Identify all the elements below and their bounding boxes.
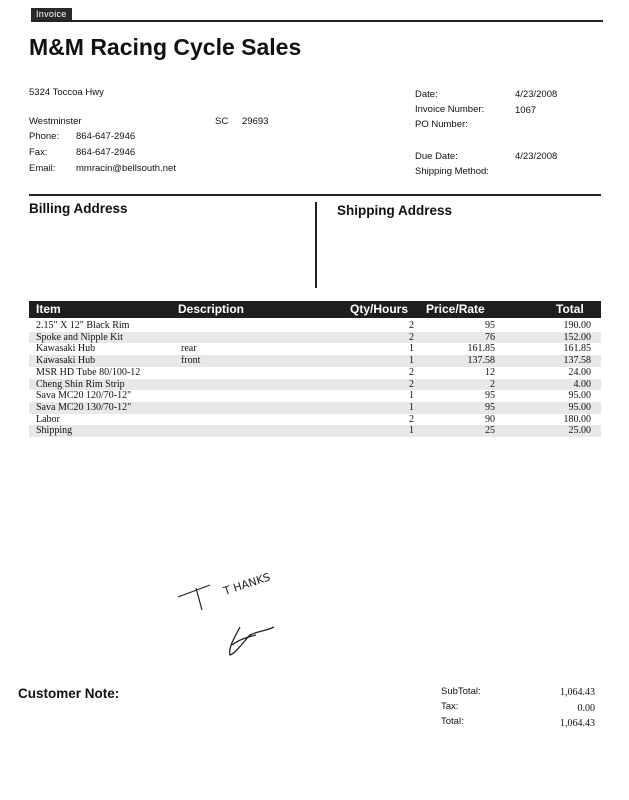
cell-qty: 2 [409,320,414,331]
cell-total: 25.00 [568,425,591,437]
cell-item: 2.15" X 12" Black Rim [36,320,130,331]
table-row [29,320,601,332]
items-table-header [29,301,601,318]
cell-price: 76 [485,331,495,343]
cell-qty: 1 [409,425,414,437]
company-name: M&M Racing Cycle Sales [29,34,302,60]
invoice-number-label: Invoice Number: [415,104,485,115]
date-label: Date: [415,89,438,100]
seller-state: SC [215,116,229,127]
phone-value: 864-647-2946 [76,131,136,142]
header-total: Total [556,302,584,316]
seller-address: 5324 Toccoa Hwy [29,87,104,98]
cell-item: Sava MC20 130/70-12" [36,401,132,413]
total-label: Total: [441,716,464,727]
cell-price: 161.85 [467,343,495,355]
cell-total: 137.58 [563,355,591,367]
cell-price: 25 [485,425,495,437]
cell-price: 12 [485,366,495,378]
cell-item: Labor [36,413,60,425]
tax-value: 0.00 [577,703,595,714]
cell-total: 152.00 [563,331,591,343]
cell-total: 4.00 [573,378,591,390]
cell-item: Cheng Shin Rim Strip [36,378,125,390]
cell-item: MSR HD Tube 80/100-12 [36,366,141,378]
cell-total: 95.00 [568,390,591,402]
billing-address-title: Billing Address [29,201,128,216]
cell-description: front [181,355,201,367]
table-row [29,332,601,344]
cell-total: 161.85 [563,343,591,355]
cell-qty: 1 [409,401,414,413]
due-date-label: Due Date: [415,151,458,162]
cell-qty: 1 [409,390,414,402]
cell-item: Kawasaki Hub [36,343,96,355]
table-row [29,390,601,402]
address-vertical-divider [315,202,317,288]
table-row [29,367,601,379]
po-number-label: PO Number: [415,119,468,130]
cell-item: Kawasaki Hub [36,355,96,367]
seller-city: Westminster [29,116,82,127]
cell-total: 24.00 [568,366,591,378]
cell-total: 95.00 [568,401,591,413]
table-row [29,379,601,391]
cell-total: 180.00 [563,413,591,425]
cell-price: 90 [485,413,495,425]
total-value: 1,064.43 [560,718,595,729]
table-row [29,355,601,367]
subtotal-label: SubTotal: [441,686,481,697]
cell-item: Spoke and Nipple Kit [36,331,123,343]
cell-qty: 1 [409,343,414,355]
handwritten-thanks-signature [170,555,310,665]
cell-description: rear [181,343,197,355]
cell-qty: 2 [409,366,414,378]
phone-label: Phone: [29,131,60,142]
header-item: Item [36,302,61,316]
fax-label: Fax: [29,147,48,158]
tax-label: Tax: [441,701,459,712]
cell-price: 95 [485,390,495,402]
table-row [29,402,601,414]
invoice-tag: Invoice [31,8,72,20]
cell-qty: 2 [409,413,414,425]
cell-total: 190.00 [563,320,591,331]
shipping-method-label: Shipping Method: [415,166,489,177]
header-price: Price/Rate [426,302,485,316]
header-qty: Qty/Hours [350,302,409,316]
email-label: Email: [29,163,56,174]
shipping-address-title: Shipping Address [337,203,453,218]
seller-zip: 29693 [242,116,269,127]
table-row [29,343,601,355]
invoice-number-value: 1067 [515,105,537,116]
cell-qty: 2 [409,378,414,390]
handwritten-thanks-text: T HANKS [221,570,272,598]
cell-qty: 1 [409,355,414,367]
fax-value: 864-647-2946 [76,147,136,158]
address-divider [29,194,601,196]
cell-price: 95 [485,401,495,413]
table-row [29,425,601,437]
email-value: mmracin@bellsouth.net [76,163,176,174]
cell-qty: 2 [409,331,414,343]
subtotal-value: 1,064.43 [560,687,595,698]
cell-price: 95 [485,320,495,331]
cell-price: 137.58 [467,355,495,367]
header-description: Description [178,302,245,316]
due-date-value: 4/23/2008 [515,151,558,162]
customer-note-label: Customer Note: [18,686,120,701]
cell-item: Shipping [36,425,73,437]
date-value: 4/23/2008 [515,89,558,100]
table-row [29,414,601,426]
top-rule [31,20,603,22]
cell-item: Sava MC20 120/70-12" [36,390,132,402]
cell-price: 2 [490,378,495,390]
